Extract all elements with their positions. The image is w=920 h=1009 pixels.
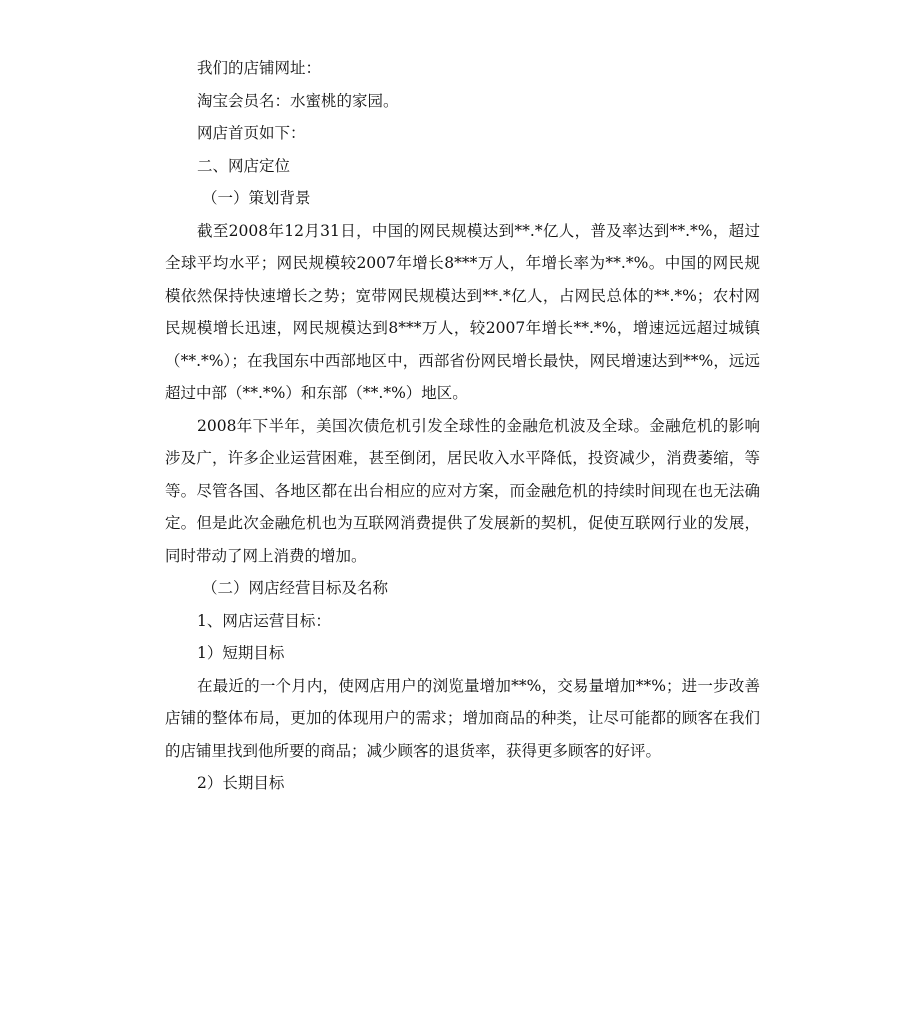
paragraph-financial-crisis: 2008年下半年，美国次债危机引发全球性的金融危机波及全球。金融危机的影响涉及广，许多企业运营困难，甚至倒闭，居民收入水平降低，投资减少，消费萎缩，等等。尽管各国、各地区都在出台相应的应对方案，而金融危机的持续时间现在也无法确定。但是此次金融危机也为互联网消费提供了发展新的契机，促使互联网行业的发展，同时带动了网上消费的增加。 [165,416,760,565]
paragraph-taobao-member: 淘宝会员名：水蜜桃的家园。 [197,91,399,110]
paragraph-short-term-detail: 在最近的一个月内，使网店用户的浏览量增加**%，交易量增加**%；进一步改善店铺的整体布局，更加的体现用户的需求；增加商品的种类，让尽可能都的顾客在我们的店铺里找到他所要的商品；减少顾客的退货率，获得更多顾客的好评。 [165,676,760,760]
section-heading-positioning: 二、网店定位 [197,156,291,175]
list-item-long-term: 2）长期目标 [197,774,285,792]
list-item-short-term: 1）短期目标 [197,644,285,662]
list-heading-operation-goals: 1、网店运营目标： [197,611,331,630]
subsection-heading-goals: （二）网店经营目标及名称 [202,579,389,597]
paragraph-shop-url: 我们的店铺网址： [197,59,322,77]
document-body [165,52,760,800]
paragraph-homepage: 网店首页如下： [197,124,306,142]
subsection-heading-background: （一）策划背景 [202,189,311,207]
paragraph-netizen-stats: 截至2008年12月31日，中国的网民规模达到**.*亿人，普及率达到**.*%，超过全球平均水平；网民规模较2007年增长8***万人，年增长率为**.*%。中国的网民规模依然保持快速增长之势；宽带网民规模达到**.*亿人，占网民总体的**.*%；农村网民规模增长迅速，网民规模达到8***万人，较2007年增长**.*%，增速远远超过城镇（**.*%）；在我国东中西部地区中，西部省份网民增长最快，网民增速达到**%，远远超过中部（**.*%）和东部（**.*%）地区。 [165,221,760,402]
